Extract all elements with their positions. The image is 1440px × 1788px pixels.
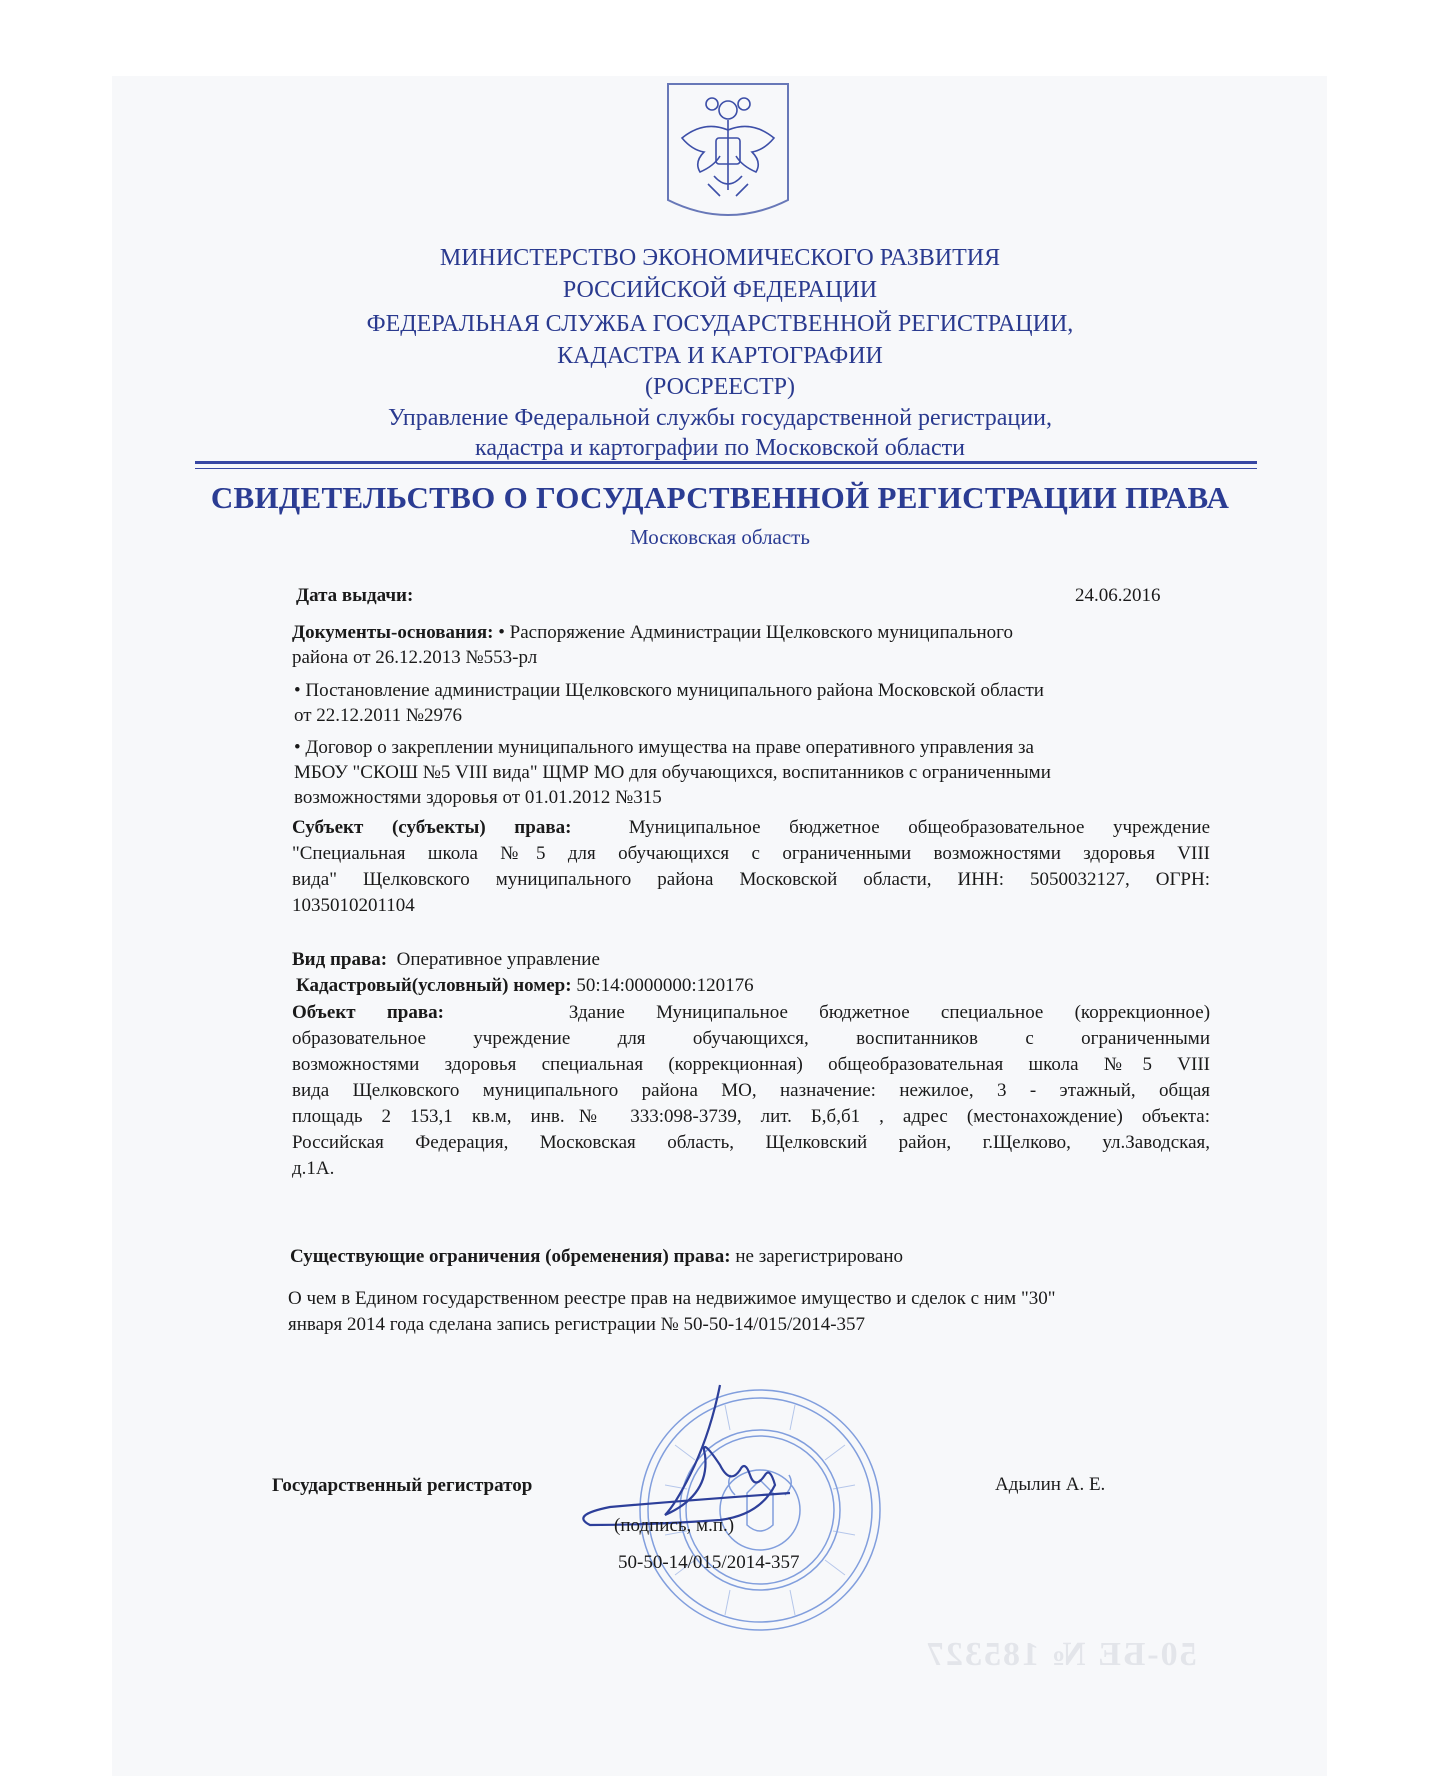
object-line-2: образовательное учреждение для обучающихся, воспитанников с ограниченными [292,1028,1210,1049]
restrictions [290,1244,903,1270]
object-line-4: вида Щелковского муниципального района МО, назначение: нежилое, 3 - этажный, общая [292,1080,1210,1101]
document-1-line-1: • Распоряжение Администрации Щелковского муниципального [498,622,1013,643]
document-1-line-2: района от 26.12.2013 №553-рл [292,647,538,668]
service-line-1: ФЕДЕРАЛЬНАЯ СЛУЖБА ГОСУДАРСТВЕННОЙ РЕГИСТРАЦИИ, [366,311,1074,337]
ministry-line-2: РОССИЙСКОЙ ФЕДЕРАЦИИ [562,277,878,303]
header-divider-thick [195,461,1257,464]
document-3-line-3: возможностями здоровья от 01.01.2012 №315 [294,787,662,808]
department-line-2: кадастра и картографии по Московской области [475,435,965,461]
registrar-label: Государственный регистратор [272,1475,533,1496]
registry-note-line-2: января 2014 года сделана запись регистрации № 50-50-14/015/2014-357 [288,1314,866,1335]
subject-line-2: "Специальная школа №5 для обучающихся с ограниченными возможностями здоровья VIII [292,843,1210,864]
restrictions-label: Существующие ограничения (обременения) права: [290,1246,731,1267]
documents-basis [292,620,1013,646]
subject-line-1: Субъект (субъекты) права: Муниципальное бюджетное общеобразовательное учреждение [292,817,1211,838]
header-divider-thin [195,468,1257,469]
cadastral-number [296,973,754,999]
right-type-value: Оперативное управление [396,949,600,970]
form-serial-number: 50-БЕ № 185327 [925,1636,1197,1673]
right-type-label: Вид права: [292,949,388,970]
subject-line-4: 1035010201104 [292,895,415,916]
registry-note-line-1: О чем в Едином государственном реестре прав на недвижимое имущество и сделок с ним "30" [288,1288,1056,1309]
document-2-line-2: от 22.12.2011 №2976 [294,705,462,726]
service-line-2: КАДАСТРА И КАРТОГРАФИИ [557,343,883,369]
subject-label: Субъект (субъекты) права: [292,817,572,838]
object-line-1: Объект права: Здание Муниципальное бюджетное специальное (коррекционное) [292,1002,1211,1023]
document-3-line-2: МБОУ "СКОШ №5 VIII вида" ЩМР МО для обучающихся, воспитанников с ограниченными [294,762,1051,783]
issue-date-value: 24.06.2016 [1075,585,1161,606]
document-2-line-1: • Постановление администрации Щелковского муниципального района Московской области [294,680,1044,701]
coat-of-arms-emblem [664,80,792,230]
region-name: Московская область [630,525,810,549]
subject-line-3: вида" Щелковского муниципального района Московской области, ИНН: 5050032127, ОГРН: [292,869,1210,890]
signature-caption: (подпись, м.п.) [614,1515,735,1536]
object-line-5: площадь 2 153,1 кв.м, инв.№ 333:098-3739, лит. Б,б,б1 , адрес (местонахождение) объекта: [292,1106,1210,1127]
registrar-name: Адылин А. Е. [995,1474,1106,1495]
service-short-name: (РОСРЕЕСТР) [645,374,795,400]
right-type [292,947,600,973]
restrictions-value: не зарегистрировано [735,1246,904,1267]
record-number: 50-50-14/015/2014-357 [618,1552,800,1573]
document-3-line-1: • Договор о закреплении муниципального имущества на праве оперативного управления за [294,737,1034,758]
department-line-1: Управление Федеральной службы государственной регистрации, [388,405,1052,431]
certificate-title: СВИДЕТЕЛЬСТВО О ГОСУДАРСТВЕННОЙ РЕГИСТРАЦИИ ПРАВА [210,480,1230,515]
ministry-line-1: МИНИСТЕРСТВО ЭКОНОМИЧЕСКОГО РАЗВИТИЯ [439,245,1001,271]
cadastral-value: 50:14:0000000:120176 [576,975,754,996]
issue-date-label: Дата выдачи: [296,585,414,606]
object-line-6: Российская Федерация, Московская область, Щелковский район, г.Щелково, ул.Заводская, [292,1132,1210,1153]
documents-label: Документы-основания: [292,622,494,643]
object-line-7: д.1А. [292,1158,335,1179]
object-line-3: возможностями здоровья специальная (коррекционная) общеобразовательная школа №5 VIII [292,1054,1210,1075]
object-label: Объект права: [292,1002,444,1023]
cadastral-label: Кадастровый(условный) номер: [296,975,572,996]
